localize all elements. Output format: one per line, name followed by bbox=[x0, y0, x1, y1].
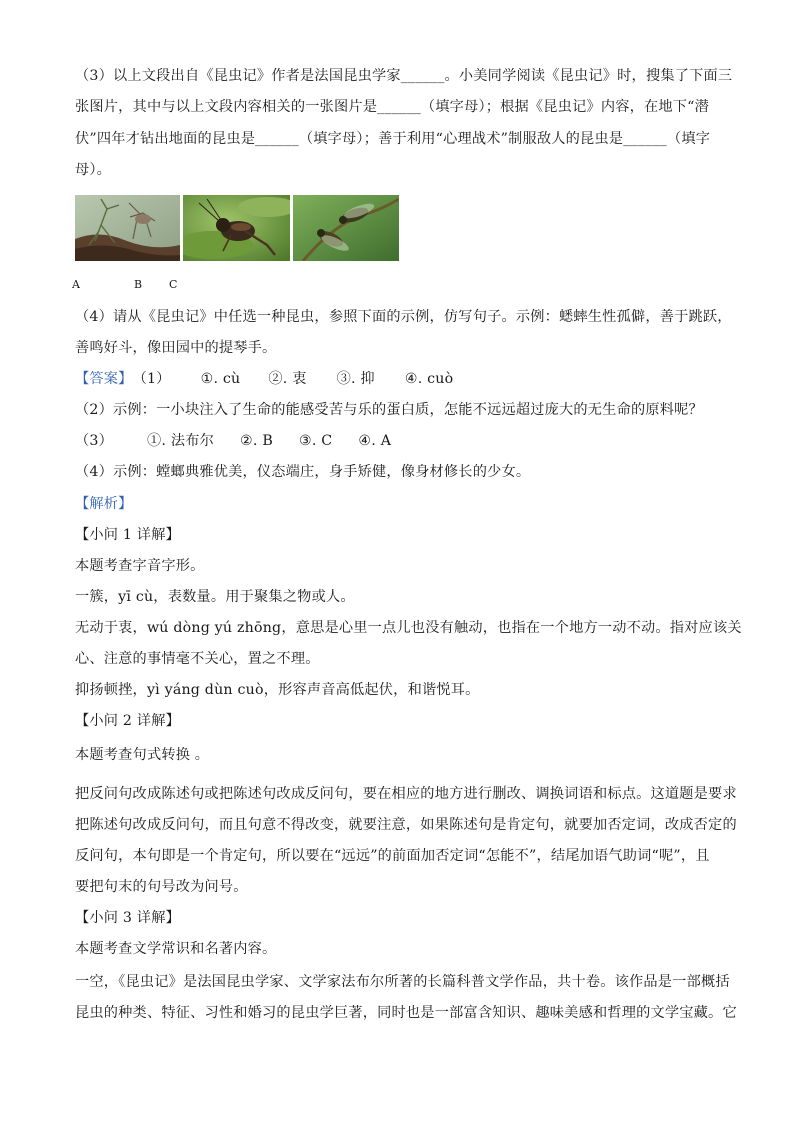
sub2-line-4: 反问句，本句即是一个肯定句，所以要在“远远”的前面加否定词“怎能不”，结尾加语气助词“呢”，且 bbox=[75, 848, 710, 864]
q3-line-4: 母）。 bbox=[75, 162, 112, 178]
sub1-line-1: 本题考查字音字形。 bbox=[75, 558, 205, 574]
answer-1-item-4: ④. cuò bbox=[404, 371, 454, 387]
answer-1-item-1: ①. cù bbox=[200, 371, 241, 387]
q3-line-1: （3）以上文段出自《昆虫记》作者是法国昆虫学家______。小美同学阅读《昆虫记》时，搜集了下面三 bbox=[75, 68, 733, 84]
analysis-tag: 【解析】 bbox=[75, 496, 133, 512]
answer-3-item-1: ①. 法布尔 bbox=[147, 433, 214, 449]
cicada-photo bbox=[293, 195, 399, 261]
answer-line-2: （2）示例：一小块注入了生命的能感受苦与乐的蛋白质，怎能不远远超过庞大的无生命的原料呢？ bbox=[75, 402, 703, 418]
q3-line-2: 张图片，其中与以上文段内容相关的一张图片是______（填字母）；根据《昆虫记》内容，在地下“潜 bbox=[75, 99, 710, 115]
sub1-line-2: 一簇，yī cù，表数量。用于聚集之物或人。 bbox=[75, 589, 355, 605]
sub2-line-3: 把陈述句改成反问句，而且句意不得改变，就要注意，如果陈述句是肯定句，就要加否定词，改成否定的 bbox=[75, 817, 737, 833]
answer-line-3 bbox=[75, 431, 725, 451]
q4-line-2: 善鸣好斗，像田园中的提琴手。 bbox=[75, 340, 277, 356]
sub1-line-5: 抑扬顿挫，yì yáng dùn cuò，形容声音高低起伏，和谐悦耳。 bbox=[75, 682, 480, 698]
sub3-line-2: 一空，《昆虫记》是法国昆虫学家、文学家法布尔所著的长篇科普文学作品，共十卷。该作品是一部概括 bbox=[75, 974, 730, 990]
sub2-line-5: 要把句末的句号改为问号。 bbox=[75, 879, 248, 895]
image-label-b: B bbox=[134, 278, 143, 291]
answer-tag: 【答案】 bbox=[75, 371, 133, 387]
answer-3-prefix: （3） bbox=[75, 433, 114, 449]
sub1-line-4: 心、注意的事情毫不关心，置之不理。 bbox=[75, 651, 320, 667]
answer-1-item-2: ②. 衷 bbox=[268, 371, 307, 387]
insect-photos bbox=[75, 195, 399, 261]
praying-mantis-photo bbox=[75, 195, 180, 261]
sub2-title: 【小问 2 详解】 bbox=[75, 713, 180, 729]
answer-1-prefix: （1） bbox=[132, 371, 171, 387]
answer-3-item-4: ④. A bbox=[358, 433, 392, 449]
q4-line-1: （4）请从《昆虫记》中任选一种昆虫，参照下面的示例，仿写句子。示例：蟋蟀生性孤僻，善于跳跃， bbox=[75, 309, 732, 325]
cricket-photo bbox=[183, 195, 290, 261]
sub3-line-1: 本题考查文学常识和名著内容。 bbox=[75, 941, 277, 957]
sub2-line-2: 把反问句改成陈述句或把陈述句改成反问句，要在相应的地方进行删改、调换词语和标点。这道题是要求 bbox=[75, 786, 737, 802]
image-label-c: C bbox=[169, 278, 178, 291]
answer-line-4: （4）示例：螳螂典雅优美，仪态端庄，身手矫健，像身材修长的少女。 bbox=[75, 464, 531, 480]
answer-3-item-2: ②. B bbox=[240, 433, 273, 449]
sub1-title: 【小问 1 详解】 bbox=[75, 527, 180, 543]
image-label-a: A bbox=[72, 278, 80, 291]
sub1-line-3: 无动于衷，wú dòng yú zhōng，意思是心里一点儿也没有触动，也指在一个地方一动不动。指对应该关 bbox=[75, 620, 742, 636]
sub2-line-1: 本题考查句式转换 。 bbox=[75, 747, 210, 763]
q3-line-3: 伏”四年才钻出地面的昆虫是______（填字母）；善于利用“心理战术”制服敌人的昆虫是______（填字 bbox=[75, 131, 711, 147]
answer-line-1 bbox=[75, 369, 725, 389]
answer-3-item-3: ③. C bbox=[298, 433, 333, 449]
sub3-line-3: 昆虫的种类、特征、习性和婚习的昆虫学巨著，同时也是一部富含知识、趣味美感和哲理的文学宝藏。它 bbox=[75, 1005, 737, 1021]
sub3-title: 【小问 3 详解】 bbox=[75, 910, 180, 926]
answer-1-item-3: ③. 抑 bbox=[336, 371, 375, 387]
